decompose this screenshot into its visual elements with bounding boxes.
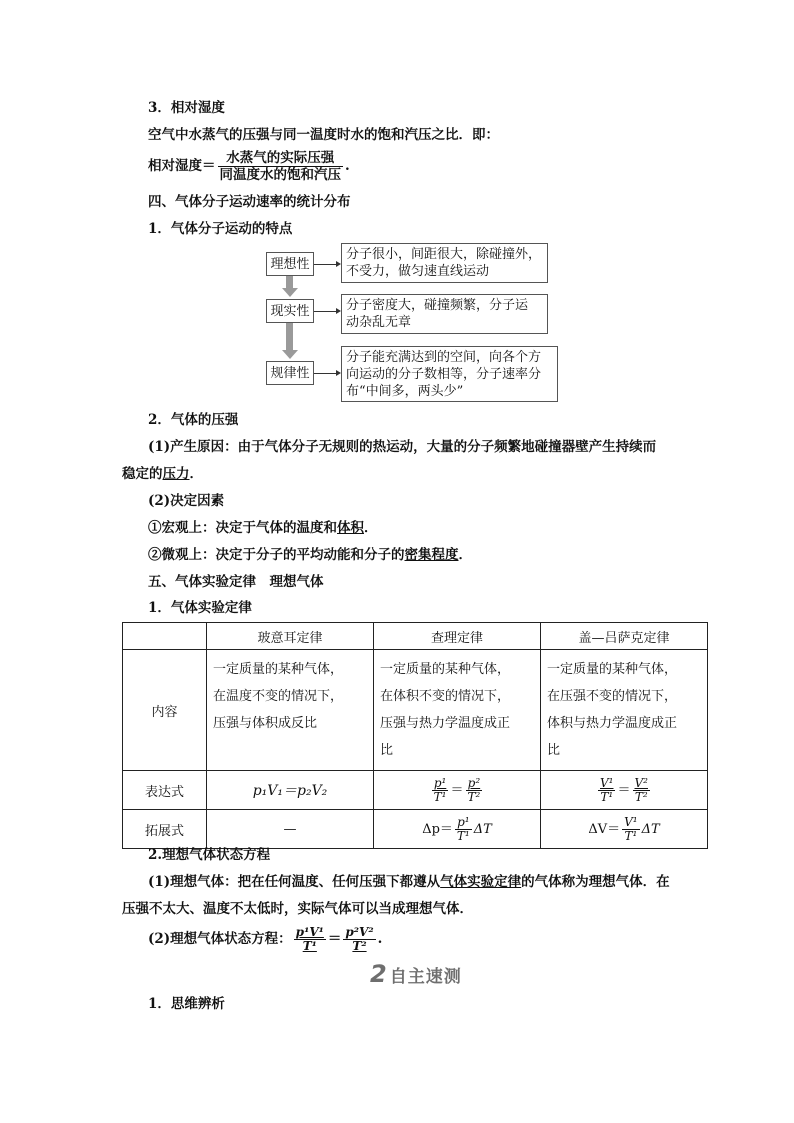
fraction <box>455 816 472 843</box>
pressure-cause-line-2 <box>122 464 203 484</box>
fraction <box>598 777 615 804</box>
table-cell: p₁V₁＝p₂V₂ <box>207 771 374 810</box>
pressure-cause-text: 稳定的 <box>122 466 163 482</box>
table-cell <box>541 810 708 849</box>
fraction-den: T¹ <box>433 789 447 804</box>
heading-section-5: 五、气体实验定律 理想气体 <box>148 574 324 590</box>
fraction <box>633 777 650 804</box>
diagram-connector-2 <box>314 311 336 312</box>
fraction <box>622 816 639 843</box>
ext-prefix: ΔV＝ <box>588 821 621 837</box>
fraction-num: p¹ <box>432 777 449 791</box>
fraction-num: V² <box>634 775 648 790</box>
gas-laws-table <box>122 622 708 849</box>
self-test-banner <box>370 960 462 988</box>
table-header-row <box>123 623 708 650</box>
ext-prefix: Δp＝ <box>422 821 453 837</box>
fraction <box>466 777 483 804</box>
ideal-gas-equation-line <box>148 922 382 956</box>
diagram-label-real: 现实性 <box>266 299 314 323</box>
micro-factor-text: ②微观上：决定于分子的平均动能和分子的 <box>148 547 405 563</box>
diagram-connector-3 <box>314 373 336 374</box>
arrow-down-icon <box>282 350 298 359</box>
pressure-cause-answer: 压力 <box>162 466 190 482</box>
ideal-gas-definition-line-2: 压强不太大、温度不太低时，实际气体可以当成理想气体． <box>122 901 473 917</box>
fraction-num: V¹ <box>624 814 638 829</box>
fraction-den: T¹ <box>456 828 470 843</box>
subheading-gas-pressure: 2．气体的压强 <box>148 412 239 428</box>
diagram-down-bar-1 <box>286 276 293 288</box>
diagram-label-regular: 规律性 <box>266 361 314 385</box>
table-cell <box>374 810 541 849</box>
fraction-num: p² <box>466 777 483 791</box>
pressure-factors-heading: (2)决定因素 <box>148 493 225 509</box>
diagram-text-regular: 分子能充满达到的空间，向各个方 向运动的分子数相等，分子速率分 布“中间多，两头少” <box>341 346 558 402</box>
table-cell: 一定质量的某种气体， 在体积不变的情况下， 压强与热力学温度成正 比 <box>374 650 541 771</box>
table-row <box>123 810 708 849</box>
relative-humidity-definition: 空气中水蒸气的压强与同一温度时水的饱和汽压之比．即： <box>148 127 499 143</box>
fraction-den: T¹ <box>624 828 638 843</box>
macro-factor-answer: 体积 <box>337 520 364 536</box>
table-cell: — <box>207 810 374 849</box>
diagram-text-ideal: 分子很小，间距很大，除碰撞外， 不受力，做匀速直线运动 <box>341 243 548 283</box>
diagram-label-ideal: 理想性 <box>266 252 314 276</box>
table-row <box>123 650 708 771</box>
diagram-connector-1 <box>314 264 336 265</box>
diagram-down-bar-2 <box>286 323 293 350</box>
table-cell: 一定质量的某种气体， 在压强不变的情况下， 体积与热力学温度成正 比 <box>541 650 708 771</box>
diagram-text-real: 分子密度大，碰撞频繁，分子运 动杂乱无章 <box>341 294 548 334</box>
formula-fraction <box>218 150 344 183</box>
macro-factor-line <box>148 518 378 538</box>
table-cell: $\frac{\text{V¹}}{\text{T¹}}$ ＝ $\frac{\text{V²}}{\text{T²}}$ <box>541 771 708 810</box>
table-cell: $\frac{\text{p¹}}{\text{T¹}}$ ＝ $\frac{\text{p²}}{\text{T²}}$ <box>374 771 541 810</box>
row-label-content: 内容 <box>123 650 207 771</box>
fraction-den: T¹ <box>302 939 317 953</box>
fraction-num: p¹V¹ <box>295 925 324 939</box>
banner-number: 2 <box>370 960 388 988</box>
table-header-cell: 盖—吕萨克定律 <box>541 623 708 650</box>
fraction-num: p¹ <box>455 816 472 830</box>
formula-denominator: 同温度水的饱和汽压 <box>219 167 341 183</box>
ideal-gas-text-post: 的气体称为理想气体．在 <box>521 874 670 890</box>
fraction-den: T² <box>467 789 481 804</box>
row-label-extension: 拓展式 <box>123 810 207 849</box>
pressure-cause-line-1: (1)产生原因：由于气体分子无规则的热运动，大量的分子频繁地碰撞器壁产生持续而 <box>148 439 657 455</box>
macro-factor-text: ①宏观上：决定于气体的温度和 <box>148 520 337 536</box>
subheading-ideal-gas-equation: 2.理想气体状态方程 <box>148 847 271 863</box>
equation-end: . <box>377 931 383 947</box>
table-header-cell: 玻意耳定律 <box>207 623 374 650</box>
ideal-gas-text: (1)理想气体：把在任何温度、任何压强下都遵从 <box>148 874 441 890</box>
subheading-gas-laws: 1．气体实验定律 <box>148 600 252 616</box>
fraction <box>343 926 375 953</box>
formula-lhs: 相对湿度＝ <box>148 158 216 174</box>
micro-factor-end: ． <box>458 547 472 563</box>
row-label-expression: 表达式 <box>123 771 207 810</box>
macro-factor-end: ． <box>364 520 378 536</box>
table-cell: 一定质量的某种气体， 在温度不变的情况下， 压强与体积成反比 <box>207 650 374 771</box>
fraction <box>432 777 449 804</box>
relative-humidity-formula <box>148 148 350 184</box>
pressure-cause-end: ． <box>189 466 203 482</box>
thinking-analysis-heading: 1．思维辨析 <box>148 996 225 1012</box>
ideal-gas-definition-line-1 <box>148 872 670 892</box>
subheading-molecular-motion: 1．气体分子运动的特点 <box>148 221 293 237</box>
banner-text: 自主速测 <box>389 967 462 987</box>
ideal-gas-answer: 气体实验定律 <box>440 874 522 890</box>
fraction-num: V¹ <box>600 775 614 790</box>
table-header-cell: 查理定律 <box>374 623 541 650</box>
formula-numerator: 水蒸气的实际压强 <box>218 150 344 167</box>
equation-label: (2)理想气体状态方程： <box>148 931 292 947</box>
ext-suffix: ΔT <box>641 821 660 837</box>
fraction-den: T² <box>352 939 367 953</box>
formula-end: . <box>345 158 350 174</box>
micro-factor-answer: 密集程度 <box>404 547 459 563</box>
ext-suffix: ΔT <box>473 821 492 837</box>
heading-section-4: 四、气体分子运动速率的统计分布 <box>148 194 351 210</box>
heading-relative-humidity: 3．相对湿度 <box>148 100 225 116</box>
table-header-cell <box>123 623 207 650</box>
fraction-num: p²V² <box>345 925 374 939</box>
table-row <box>123 771 708 810</box>
fraction-den: T¹ <box>600 789 614 804</box>
equals-sign: ＝ <box>327 931 342 947</box>
fraction-den: T² <box>634 789 648 804</box>
micro-factor-line <box>148 545 472 565</box>
arrow-down-icon <box>282 288 298 297</box>
fraction <box>294 926 326 953</box>
